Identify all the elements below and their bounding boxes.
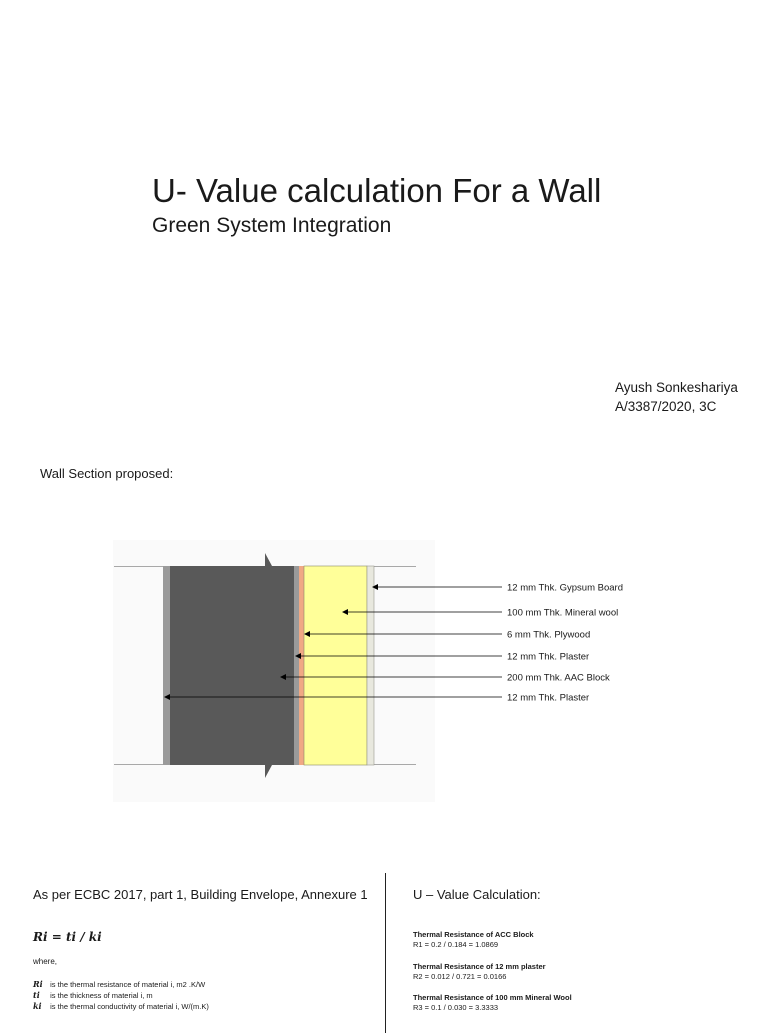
wall-section-figure-background (113, 540, 435, 802)
calculation-item-equation: R2 = 0.012 / 0.721 = 0.0166 (413, 972, 507, 981)
calculation-item (413, 962, 546, 982)
label-inner-plaster: 12 mm Thk. Plaster (507, 651, 590, 663)
definition-symbol: Ri (33, 979, 43, 989)
calculation-item-heading: Thermal Resistance of ACC Block (413, 930, 534, 939)
author-id: A/3387/2020, 3C (615, 399, 717, 414)
page-subtitle: Green System Integration (152, 214, 392, 237)
page-title: U- Value calculation For a Wall (152, 172, 602, 209)
definition-row (33, 990, 209, 1001)
author-block (615, 378, 738, 416)
where-label: where, (33, 957, 58, 966)
definition-row (33, 979, 209, 990)
label-plywood: 6 mm Thk. Plywood (507, 629, 591, 641)
calculation-heading: U – Value Calculation: (413, 887, 541, 902)
label-aac-block: 200 mm Thk. AAC Block (507, 672, 610, 684)
column-divider (385, 873, 386, 1033)
calculation-item-equation: R1 = 0.2 / 0.184 = 1.0869 (413, 940, 499, 949)
definition-symbol: ki (33, 1001, 42, 1011)
calculation-item (413, 930, 534, 950)
definitions-list (33, 979, 209, 1012)
wall-section-label: Wall Section proposed: (40, 466, 174, 481)
definition-row (33, 1001, 209, 1012)
label-gypsum-board: 12 mm Thk. Gypsum Board (507, 582, 623, 594)
calculation-item-equation: R3 = 0.1 / 0.030 = 3.3333 (413, 1003, 499, 1012)
resistance-formula: Ri = ti / ki (33, 930, 102, 944)
reference-heading: As per ECBC 2017, part 1, Building Envelope, Annexure 1 (33, 887, 368, 902)
definition-symbol: ti (33, 990, 40, 1000)
definition-text: is the thermal resistance of material i, m2 .K/W (50, 980, 206, 989)
definition-text: is the thermal conductivity of material i, W/(m.K) (50, 1002, 209, 1011)
label-mineral-wool: 100 mm Thk. Mineral wool (507, 607, 619, 619)
definition-text: is the thickness of material i, m (50, 991, 153, 1000)
label-outer-plaster: 12 mm Thk. Plaster (507, 692, 590, 704)
calculation-item-heading: Thermal Resistance of 12 mm plaster (413, 962, 546, 971)
calculation-item-heading: Thermal Resistance of 100 mm Mineral Wool (413, 993, 572, 1002)
calculation-item (413, 993, 572, 1013)
author-name: Ayush Sonkeshariya (615, 380, 738, 395)
